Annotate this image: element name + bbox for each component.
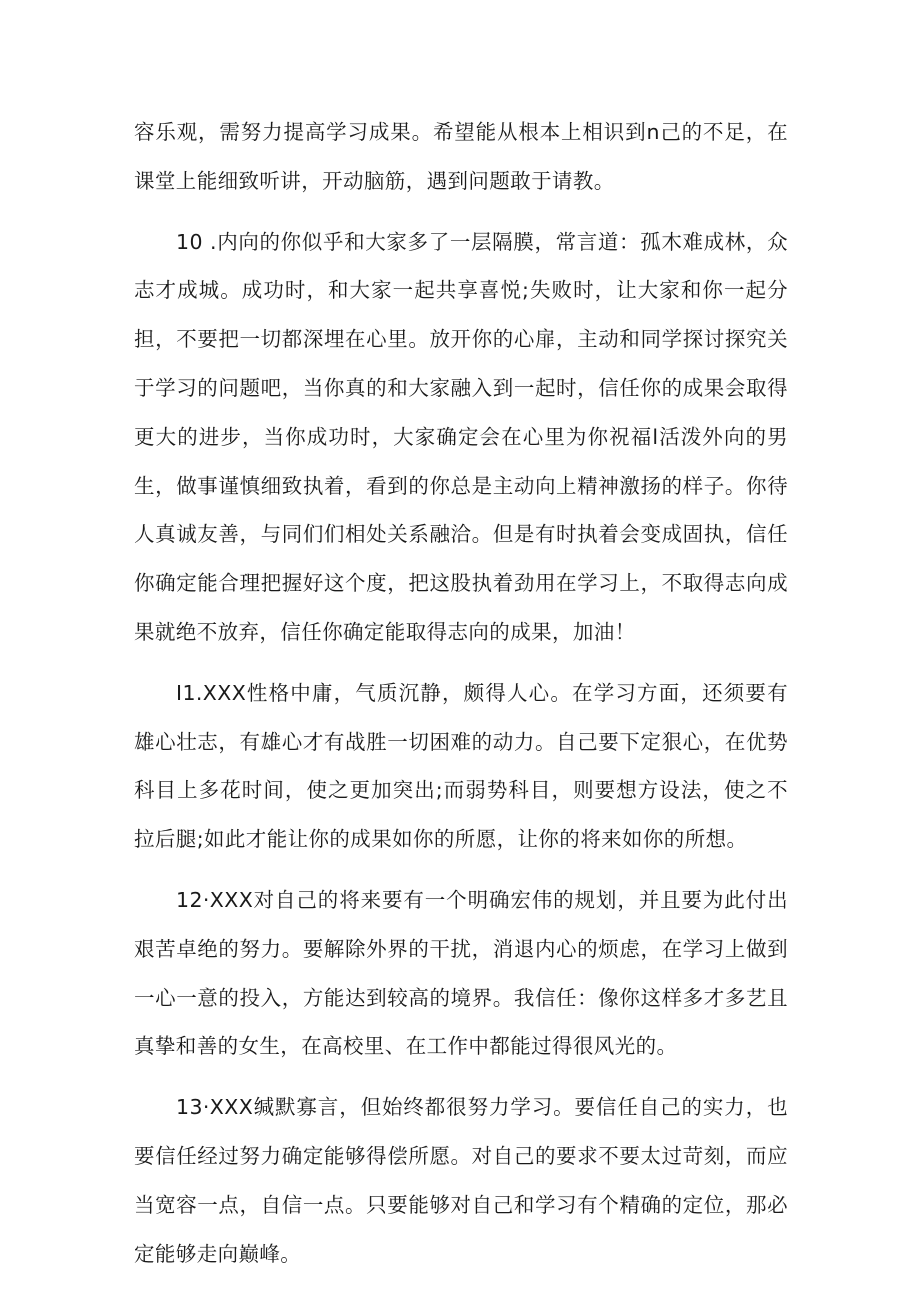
paragraph-item-11: I1.XXX性格中庸，气质沉静，颇得人心。在学习方面，还须要有雄心壮志，有雄心才有战胜一切困难的动力。自己要下定狠心，在优势科目上多花时间，使之更加突出;而弱势科目，则要想方设法，使之不拉后腿;如此才能让你的成果如你的所愿，让你的将来如你的所想。 — [134, 680, 788, 852]
paragraph-continuation: 容乐观，需努力提高学习成果。希望能从根本上相识到n己的不足，在课堂上能细致听讲，开动脑筋，遇到问题敢于请教。 — [134, 120, 788, 193]
paragraph-item-10: 10 .内向的你似乎和大家多了一层隔膜，常言道：孤木难成林，众志才成城。成功时，和大家一起共享喜悦;失败时，让大家和你一起分担，不要把一切都深埋在心里。放开你的心扉，主动和同学探讨探究关于学习的问题吧，当你真的和大家融入到一起时，信任你的成果会取得更大的进步，当你成功时，大家确定会在心里为你祝福l活泼外向的男生，做事谨慎细致执着，看到的你总是主动向上精神激扬的样子。你待人真诚友善，与同们们相处关系融洽。但是有时执着会变成固执，信任你确定能合理把握好这个度，把这股执着劲用在学习上，不取得志向成果就绝不放弃，信任你确定能取得志向的成果，加油！ — [134, 229, 788, 644]
paragraph-item-13: 13·XXX缄默寡言，但始终都很努力学习。要信任自己的实力，也要信任经过努力确定能够得偿所愿。对自己的要求不要太过苛刻，而应当宽容一点，自信一点。只要能够对自己和学习有个精确的定位，那必定能够走向巅峰。 — [134, 1095, 788, 1266]
document-body — [134, 108, 788, 1278]
paragraph-item-12: 12·XXX对自己的将来要有一个明确宏伟的规划，并且要为此付出艰苦卓绝的努力。要解除外界的干扰，消退内心的烦虑，在学习上做到一心一意的投入，方能达到较高的境界。我信任：像你这样多才多艺且真挚和善的女生，在高校里、在工作中都能过得很风光的。 — [134, 887, 788, 1059]
